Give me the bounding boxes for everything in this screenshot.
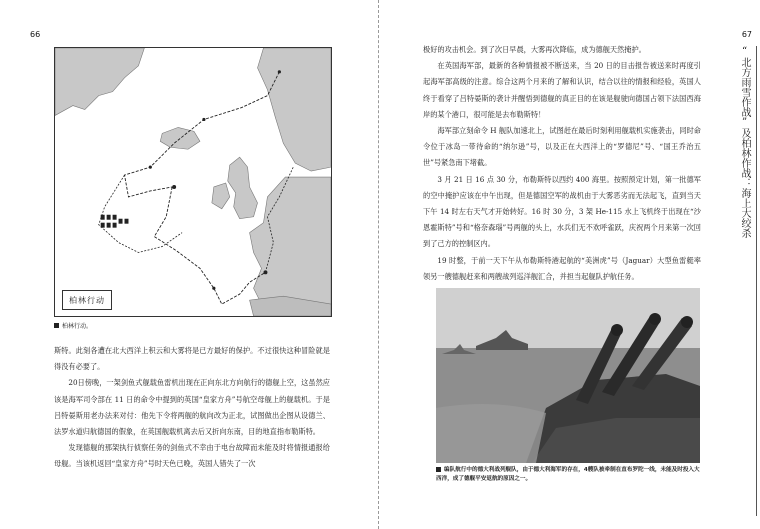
left-body-text: [54, 343, 330, 473]
scandinavia-landmass: [258, 48, 331, 171]
map-graphic: [55, 48, 331, 316]
operation-berlin-map: [54, 47, 332, 317]
map-caption: [54, 321, 92, 330]
page-number-right: 67: [741, 30, 752, 39]
chapter-side-title: “北方雨雪作战”及柏林作战：海上大绞杀: [739, 46, 750, 238]
photo-caption: [436, 466, 700, 484]
photo-caption-bullet-icon: [436, 467, 441, 472]
greenland-landmass: [55, 48, 144, 115]
right-paragraph-2: 在英国海军部，最新的各种情报被不断送来，当 20 日的目击报告被送来时再度引起海军部高级的注意。综合这两个月来的了解和认识，结合以往的情报和经验，英国人终于看穿了吕特晏斯的袭计并醒悟到德舰的真正目的在该是舰驶向德国占领下法国西海岸的某个港口，很可能是去布勒斯特！: [423, 61, 701, 119]
right-body-text: [423, 42, 701, 285]
convoy-markers: [101, 215, 129, 228]
left-paragraph-3: 发现德舰的那架执行侦察任务的剑鱼式不幸由于电台故障而未能及时将情报通报给母舰。当该机返回“皇家方舟”号时天色已晚，英国人错失了一次: [54, 443, 330, 469]
right-paragraph-1: 极好的攻击机会。到了次日早晨，大雾再次降临，成为德舰天然掩护。: [423, 45, 646, 54]
right-paragraph-5: 19 时整，于前一天下午从布勒斯特港起航的“美洲虎”号（Jaguar）大型鱼雷艇率领另一艘德舰赶来和两艘战列巡洋舰汇合，并担当起舰队护航任务。: [423, 255, 701, 281]
battleship-photo-graphic: [436, 288, 700, 463]
photo-caption-text: 编队航行中的德大利战列舰队，由于德大利海军的存在，4艘队被牵制在直布罗陀一线，未能及时投入大西洋，成了德舰平安返航的原因之一。: [436, 467, 700, 482]
iceland-landmass: [160, 127, 200, 149]
europe-landmass: [250, 177, 331, 316]
side-title-rule: [756, 46, 757, 516]
battleship-photo: [436, 288, 700, 463]
map-legend-box: 柏林行动: [62, 290, 112, 310]
caption-bullet-icon: [54, 323, 59, 328]
britain-landmass: [228, 157, 258, 219]
right-paragraph-4: 3 月 21 日 16 点 30 分，布勒斯特以西约 400 海里。按照预定计划，第一批德军的空中掩护应该在中午出现，但是德国空军的战机由于大雾恶劣而无法起飞，直到当天下午 14 时左右天气才开始转好。16 时 30 分，3 架 He-115 水上飞机终于出现在“沙恩霍斯特”号和“格奈森瑙”号两舰的头上，水兵们无不欢呼雀跃，庆祝两个月来第一次回到了己方的控制区内。: [423, 174, 701, 249]
route-line-loop: [99, 175, 182, 252]
right-paragraph-3: 海军部立刻命令 H 舰队加速北上，试图赶在最后时刻利用舰载机实施袭击，同时命令位于冰岛一带待命的“纳尔逊”号，以及正在大西洋上的“罗德尼”号、“国王乔治五世”号紧急南下堵截。: [423, 126, 701, 168]
map-caption-text: 柏林行动。: [62, 323, 93, 330]
ireland-landmass: [212, 183, 230, 209]
left-paragraph-1: 斯特。此刻各遭在北大西洋上积云和大雾将是已方最好的保护。不过很快这种冒险就是得没有必要了。: [54, 346, 330, 372]
left-paragraph-2: 20日傍晚，一架剑鱼式舰载鱼雷机出现在正向东北方向航行的德舰上空，这虽然应该是海军司令部在 11 日的命令中提到的英国“皇家方舟”号航空母舰上的舰载机。于是吕特晏斯用老办法来对付：他先下令将两舰的航向改为正北，试图做出企图从设德兰、法罗水道归航德国的假象，在英国舰载机离去后又折向东南，目的地直指布勒斯特。: [54, 378, 330, 437]
route-line-north: [125, 72, 280, 197]
left-page: [0, 0, 378, 529]
page-number-left: 66: [30, 30, 41, 39]
